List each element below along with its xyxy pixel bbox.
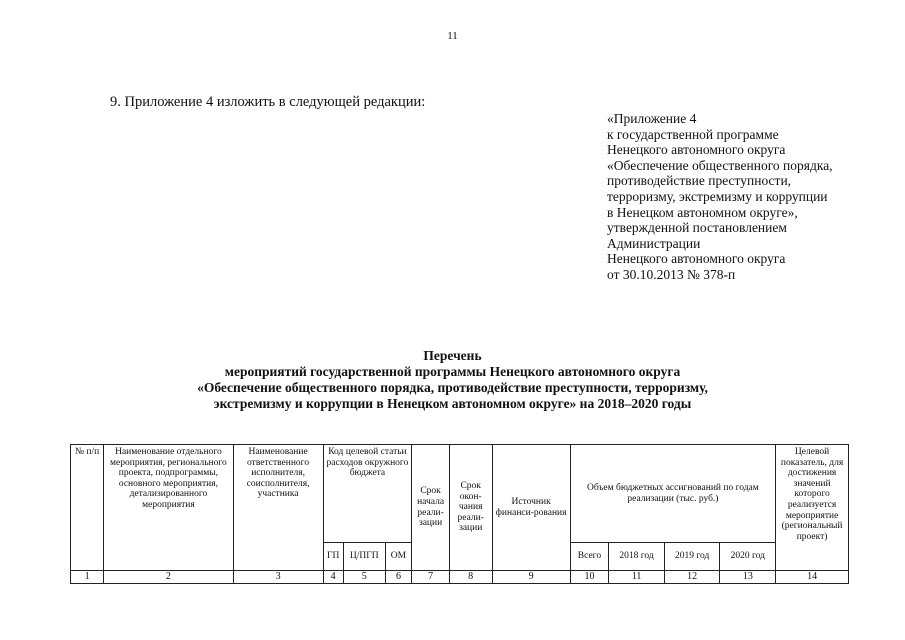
appendix-line: к государственной программе	[607, 126, 779, 142]
heading-title: Перечень	[423, 348, 482, 363]
appendix-reference	[607, 111, 833, 283]
column-number: 6	[385, 571, 412, 584]
header-measure-name: Наименование отдельного мероприятия, регионального проекта, подпрограммы, основного мероприятия, детализированного мероприятия	[104, 445, 233, 571]
page-number: 11	[447, 30, 458, 42]
header-start-date: Срок начала реали-зации	[412, 445, 449, 571]
appendix-line: «Обеспечение общественного порядка,	[607, 157, 833, 173]
heading-line: мероприятий государственной программы Ненецкого автономного округа	[224, 364, 681, 379]
header-total: Всего	[570, 543, 609, 571]
appendix-line: от 30.10.2013 № 378-п	[607, 266, 736, 282]
column-number: 8	[449, 571, 492, 584]
appendix-line: терроризму, экстремизму и коррупции	[607, 188, 828, 204]
column-number: 14	[776, 571, 849, 584]
header-row-number: № п/п	[71, 445, 104, 571]
column-number: 3	[233, 571, 323, 584]
appendix-line: Администрации	[607, 235, 701, 251]
header-budget-code: Код целевой статьи расходов окружного бюджета	[323, 445, 412, 543]
document-heading	[0, 348, 905, 412]
appendix-line: в Ненецком автономном округе»,	[607, 204, 798, 220]
column-number: 13	[720, 571, 776, 584]
header-cpgp: Ц/ПГП	[343, 543, 385, 571]
header-year-2019: 2019 год	[664, 543, 720, 571]
header-funding-source: Источник финанси-рования	[492, 445, 570, 571]
appendix-line: Ненецкого автономного округа	[607, 142, 786, 158]
header-budget-volume: Объем бюджетных ассигнований по годам реализации (тыс. руб.)	[570, 445, 775, 543]
header-executor: Наименование ответственного исполнителя, соисполнителя, участника	[233, 445, 323, 571]
header-target-indicator: Целевой показатель, для достижения значений которого реализуется мероприятие (региональный проект)	[776, 445, 849, 571]
appendix-line: противодействие преступности,	[607, 173, 792, 189]
column-number: 2	[104, 571, 233, 584]
header-om: ОМ	[385, 543, 412, 571]
column-number: 9	[492, 571, 570, 584]
heading-line: экстремизму и коррупции в Ненецком автономном округе» на 2018–2020 годы	[213, 396, 692, 411]
header-year-2018: 2018 год	[609, 543, 665, 571]
appendix-line: «Приложение 4	[607, 111, 697, 126]
appendix-line: утвержденной постановлением	[607, 220, 787, 236]
header-gp: ГП	[323, 543, 343, 571]
column-number: 12	[664, 571, 720, 584]
column-number: 10	[570, 571, 609, 584]
column-number: 4	[323, 571, 343, 584]
column-number-row	[71, 571, 849, 584]
column-number: 1	[71, 571, 104, 584]
heading-line: «Обеспечение общественного порядка, противодействие преступности, терроризму,	[197, 380, 708, 395]
column-number: 7	[412, 571, 449, 584]
header-year-2020: 2020 год	[720, 543, 776, 571]
measures-table	[70, 444, 849, 584]
appendix-line: Ненецкого автономного округа	[607, 251, 786, 267]
column-number: 5	[343, 571, 385, 584]
header-end-date: Срок окон-чания реали-зации	[449, 445, 492, 571]
intro-text: 9. Приложение 4 изложить в следующей редакции:	[110, 94, 426, 110]
column-number: 11	[609, 571, 665, 584]
